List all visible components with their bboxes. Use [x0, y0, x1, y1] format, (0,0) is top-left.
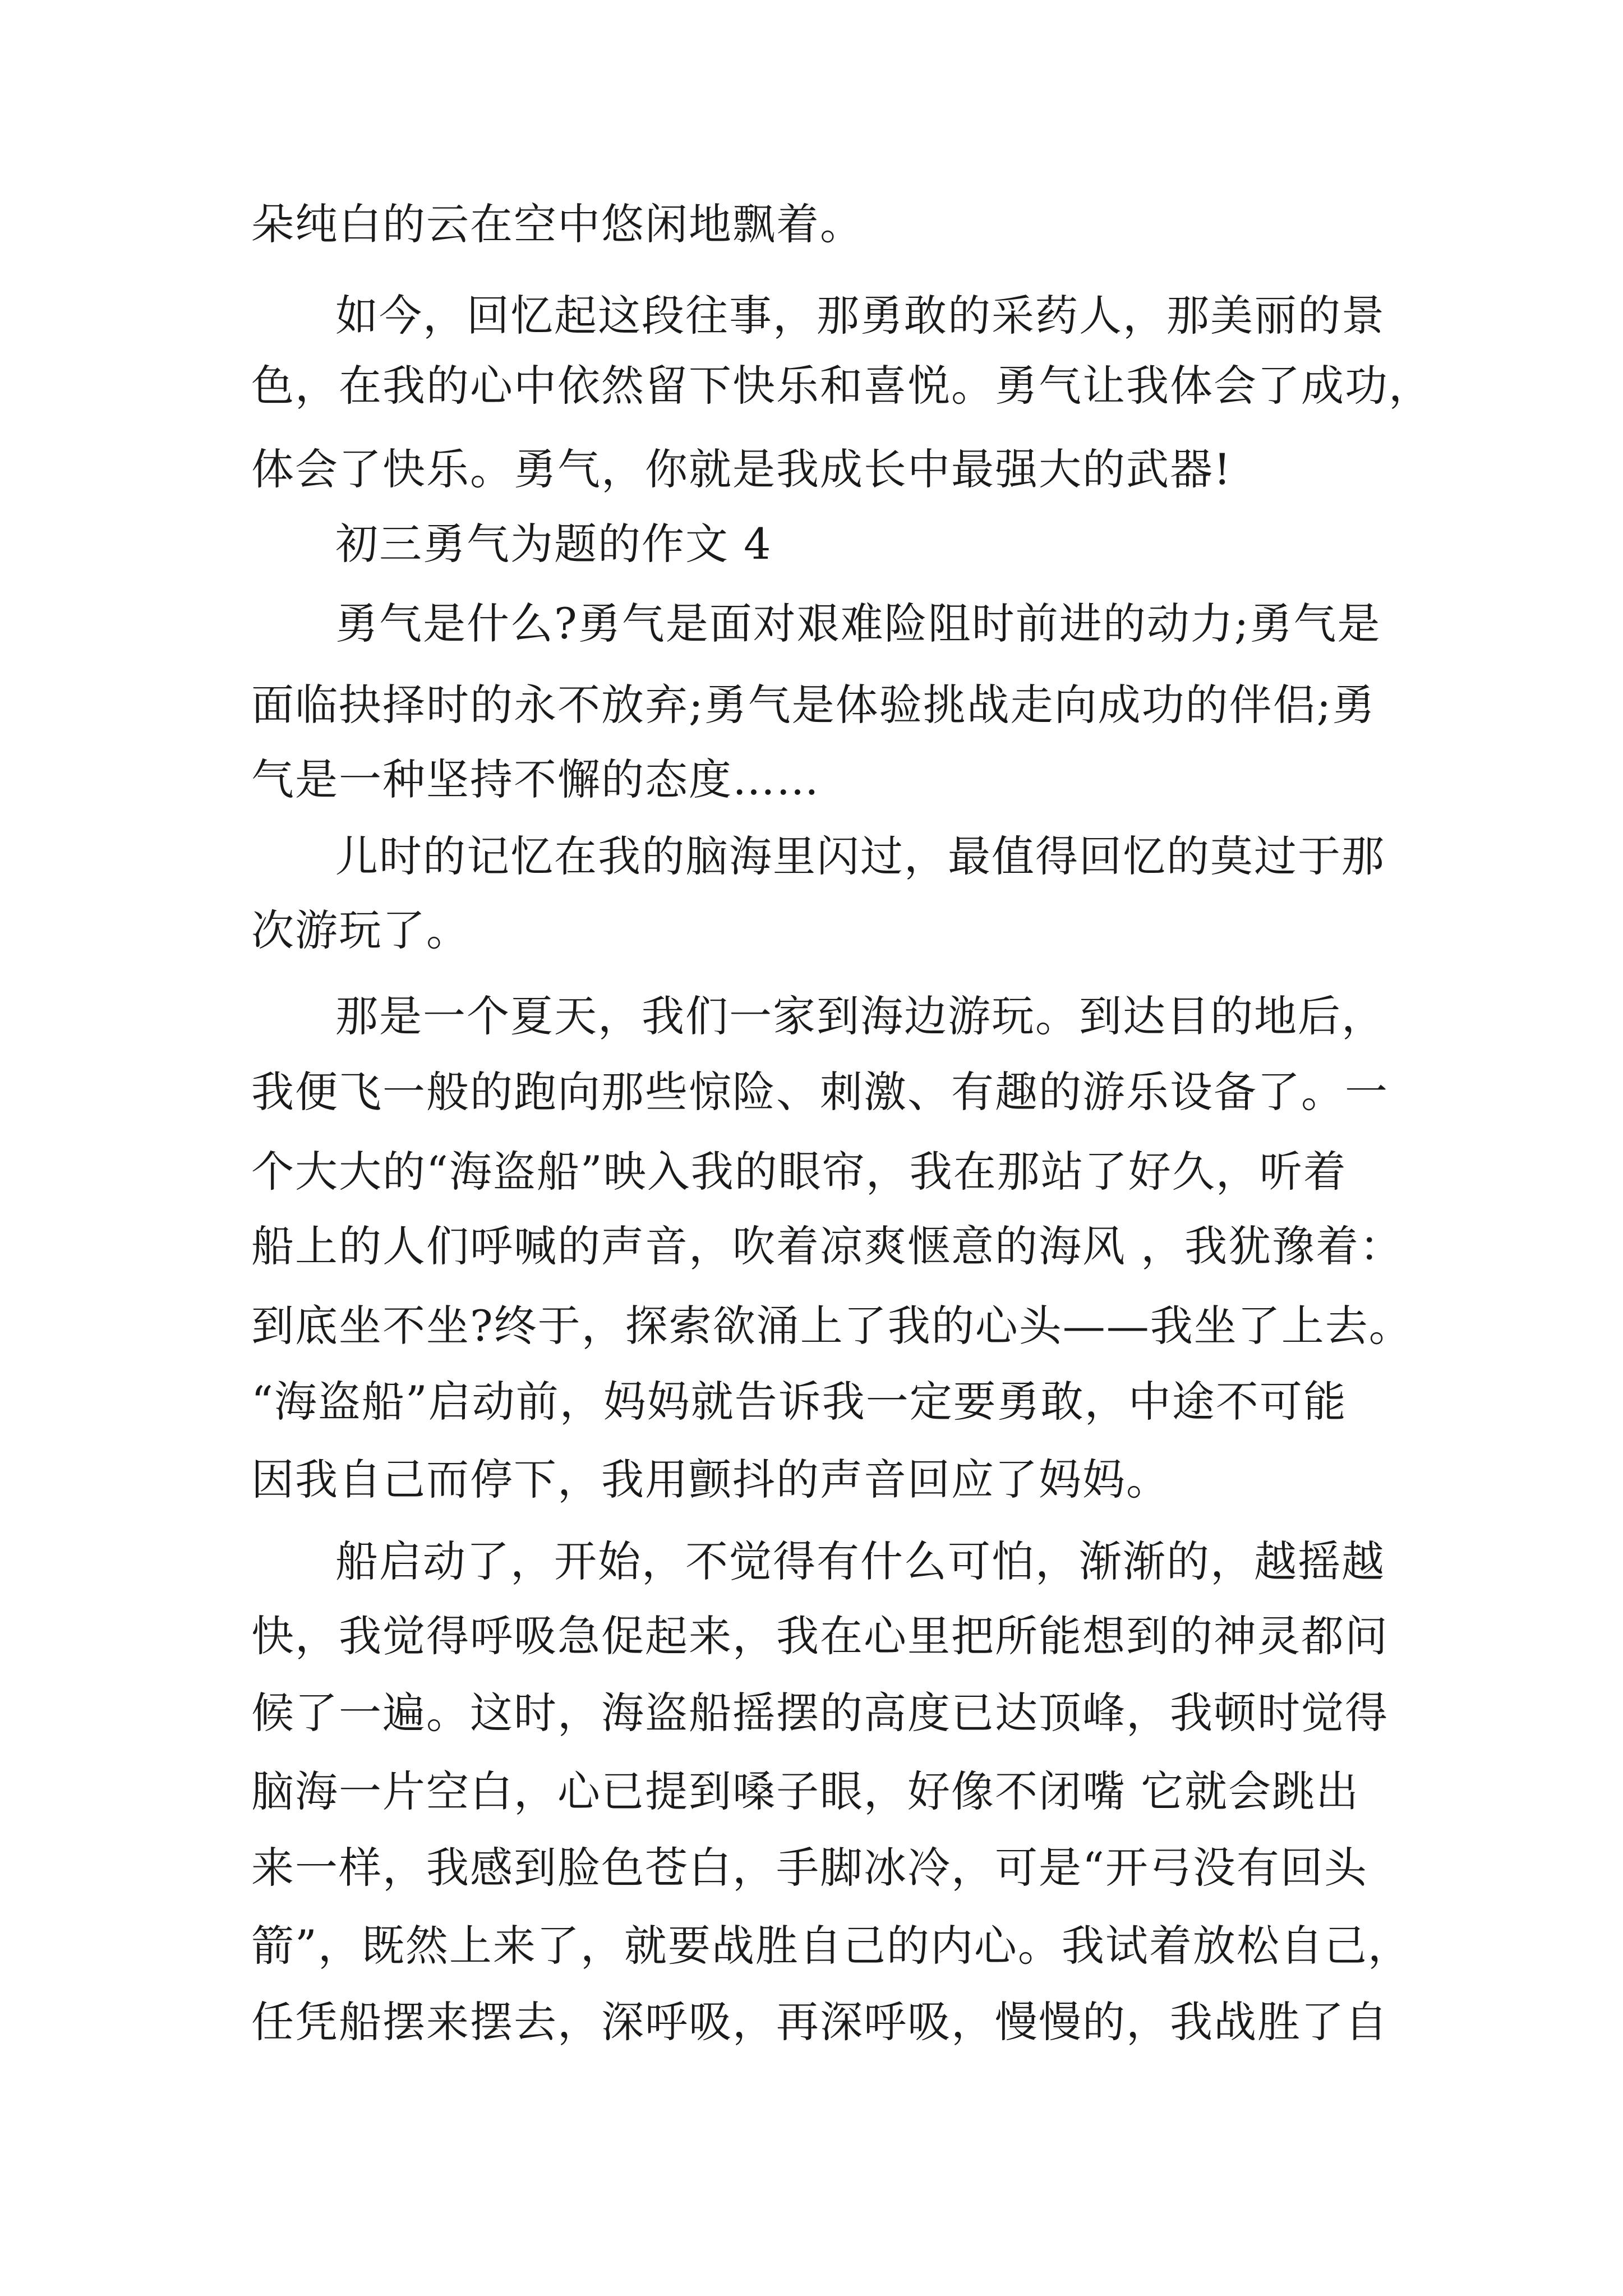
- text-line-16: “海盗船”启动前，妈妈就告诉我一定要勇敢，中途不可能: [251, 1377, 1347, 1427]
- text-line-7: 面临抉择时的永不放弃;勇气是体验挑战走向成功的伴侣;勇: [251, 680, 1376, 730]
- text-line-3: 色，在我的心中依然留下快乐和喜悦。勇气让我体会了成功，: [251, 361, 1432, 411]
- text-line-8: 气是一种坚持不懈的态度……: [251, 754, 820, 804]
- section-heading: 初三勇气为题的作文 4: [335, 519, 772, 569]
- text-line-6: 勇气是什么?勇气是面对艰难险阻时前进的动力;勇气是: [335, 599, 1381, 648]
- text-line-22: 来一样，我感到脸色苍白，手脚冰冷，可是“开弓没有回头: [251, 1843, 1368, 1893]
- text-line-24: 任凭船摆来摆去，深呼吸，再深呼吸，慢慢的，我战胜了自: [251, 1997, 1389, 2047]
- text-line-13: 个大大的“海盗船”映入我的眼帘，我在那站了好久，听着: [251, 1147, 1347, 1197]
- text-line-20: 候了一遍。这时，海盗船摇摆的高度已达顶峰，我顿时觉得: [251, 1688, 1389, 1738]
- text-line-10: 次游玩了。: [251, 905, 470, 955]
- text-line-12: 我便飞一般的跑向那些惊险、刺激、有趣的游乐设备了。一: [251, 1067, 1389, 1117]
- text-line-11: 那是一个夏天，我们一家到海边游玩。到达目的地后，: [335, 991, 1385, 1041]
- text-line-14: 船上的人们呼喊的声音，吹着凉爽惬意的海风 ，我犹豫着：: [251, 1221, 1404, 1271]
- text-line-4: 体会了快乐。勇气，你就是我成长中最强大的武器!: [251, 444, 1232, 494]
- text-line-17: 因我自己而停下，我用颤抖的声音回应了妈妈。: [251, 1455, 1170, 1504]
- text-line-9: 儿时的记忆在我的脑海里闪过，最值得回忆的莫过于那: [335, 831, 1385, 881]
- text-line-1: 朵纯白的云在空中悠闲地飘着。: [251, 199, 864, 249]
- text-line-23: 箭”，既然上来了，就要战胜自己的内心。我试着放松自己，: [251, 1921, 1412, 1971]
- text-line-21: 脑海一片空白，心已提到嗓子眼，好像不闭嘴 它就会跳出: [251, 1766, 1360, 1816]
- text-line-2: 如今，回忆起这段往事，那勇敢的采药人，那美丽的景: [335, 291, 1385, 341]
- text-line-18: 船启动了，开始，不觉得有什么可怕，渐渐的，越摇越: [335, 1536, 1385, 1586]
- text-line-19: 快，我觉得呼吸急促起来，我在心里把所能想到的神灵都问: [251, 1611, 1389, 1661]
- text-line-15: 到底坐不坐?终于，探索欲涌上了我的心头——我坐了上去。: [251, 1301, 1413, 1351]
